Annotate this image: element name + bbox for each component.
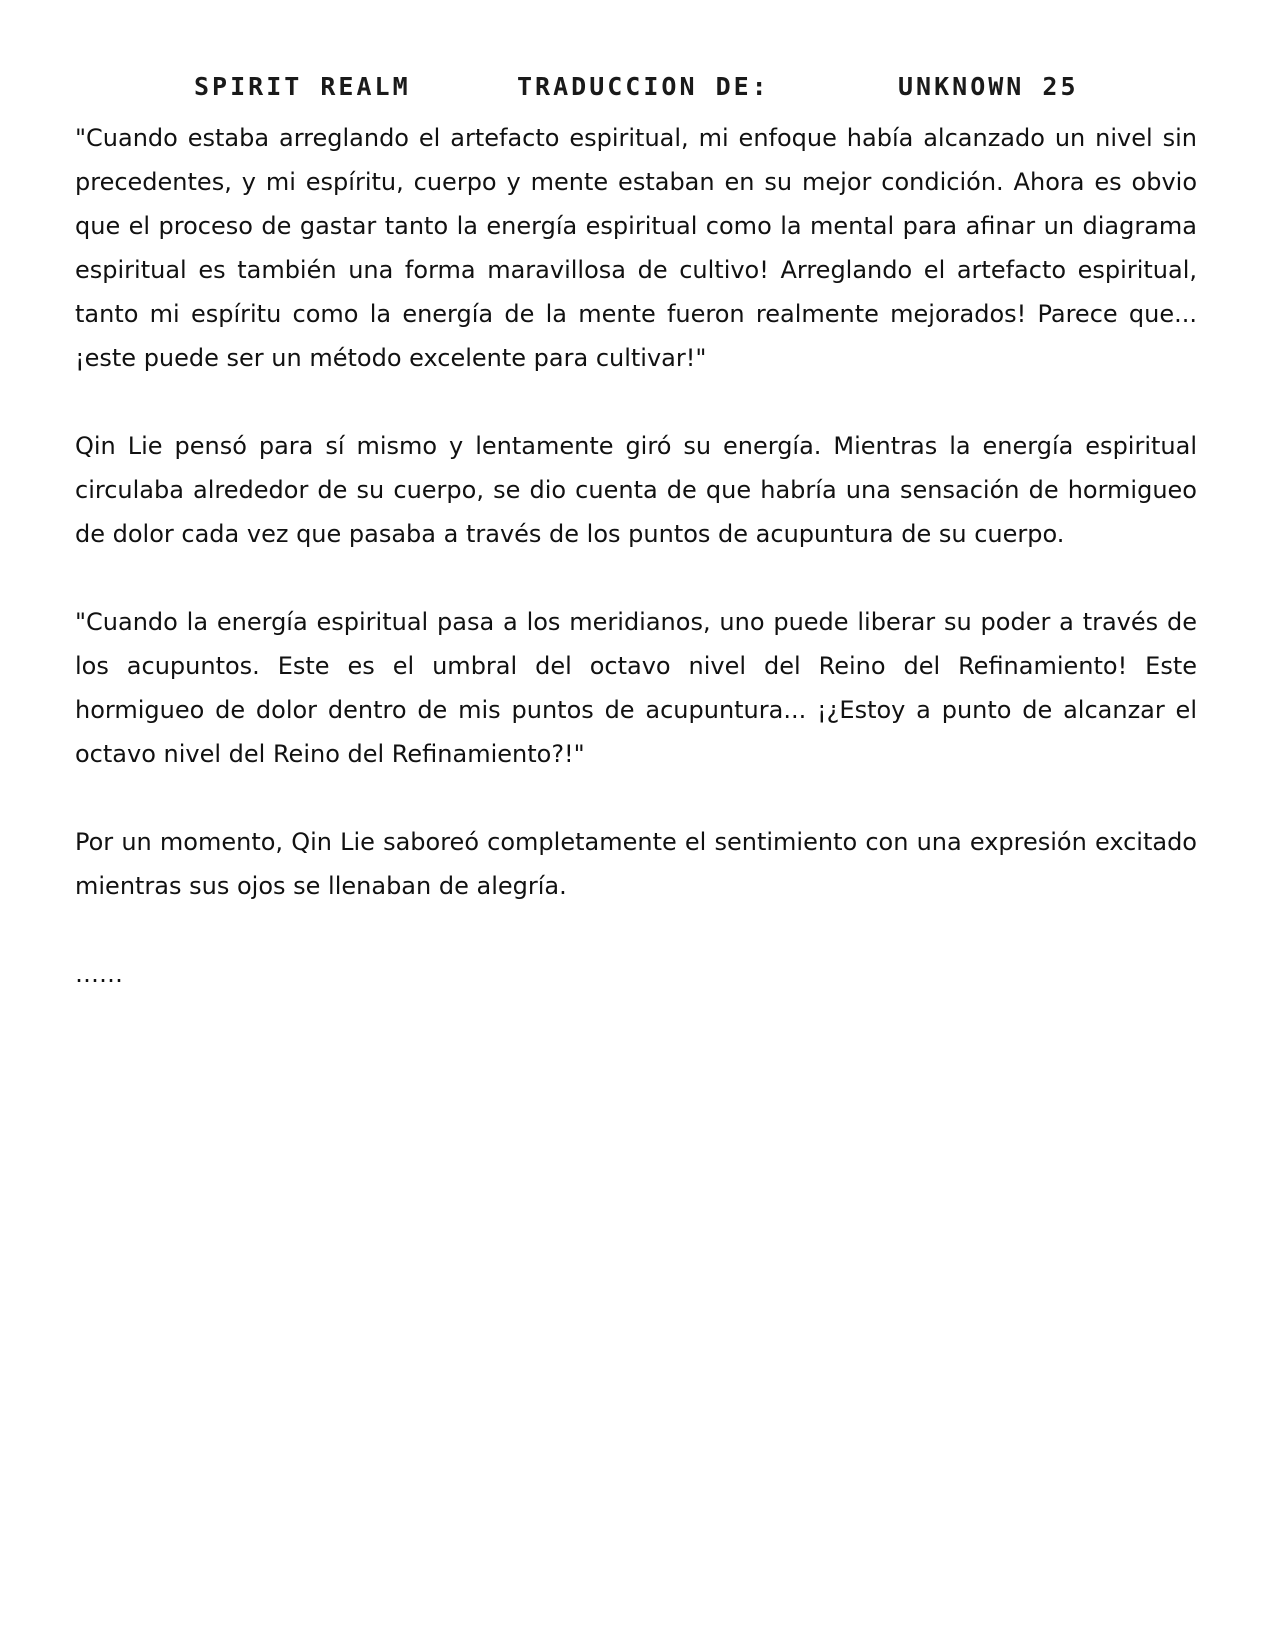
scene-break: …… (75, 960, 123, 988)
document-body (75, 116, 1197, 1040)
page-header (0, 72, 1275, 112)
paragraph: "Cuando la energía espiritual pasa a los meridianos, uno puede liberar su poder a través de los acupuntos. Este es el umbral del octavo nivel del Reino del Refinamiento! Este hormigueo de dolor dentro de mis puntos de acupuntura... ¡¿Estoy a punto de alcanzar el octavo nivel del Reino del Refinamiento?!" (75, 608, 1197, 768)
paragraph: Qin Lie pensó para sí mismo y lentamente giró su energía. Mientras la energía espiritual circulaba alrededor de su cuerpo, se dio cuenta de que habría una sensación de hormigueo de dolor cada vez que pasaba a través de los puntos de acupuntura de su cuerpo. (75, 432, 1197, 548)
header-title: SPIRIT REALM (194, 72, 411, 101)
header-translator: UNKNOWN 25 (898, 72, 1079, 101)
header-translation-label: TRADUCCION DE: (517, 72, 770, 101)
paragraph: "Cuando estaba arreglando el artefacto espiritual, mi enfoque había alcanzado un nivel sin precedentes, y mi espíritu, cuerpo y mente estaban en su mejor condición. Ahora es obvio que el proceso de gastar tanto la energía espiritual como la mental para afinar un diagrama espiritual es también una forma maravillosa de cultivo! Arreglando el artefacto espiritual, tanto mi espíritu como la energía de la mente fueron realmente mejorados! Parece que... ¡este puede ser un método excelente para cultivar!" (75, 124, 1197, 372)
paragraph: Por un momento, Qin Lie saboreó completamente el sentimiento con una expresión excitado mientras sus ojos se llenaban de alegría. (75, 828, 1197, 900)
